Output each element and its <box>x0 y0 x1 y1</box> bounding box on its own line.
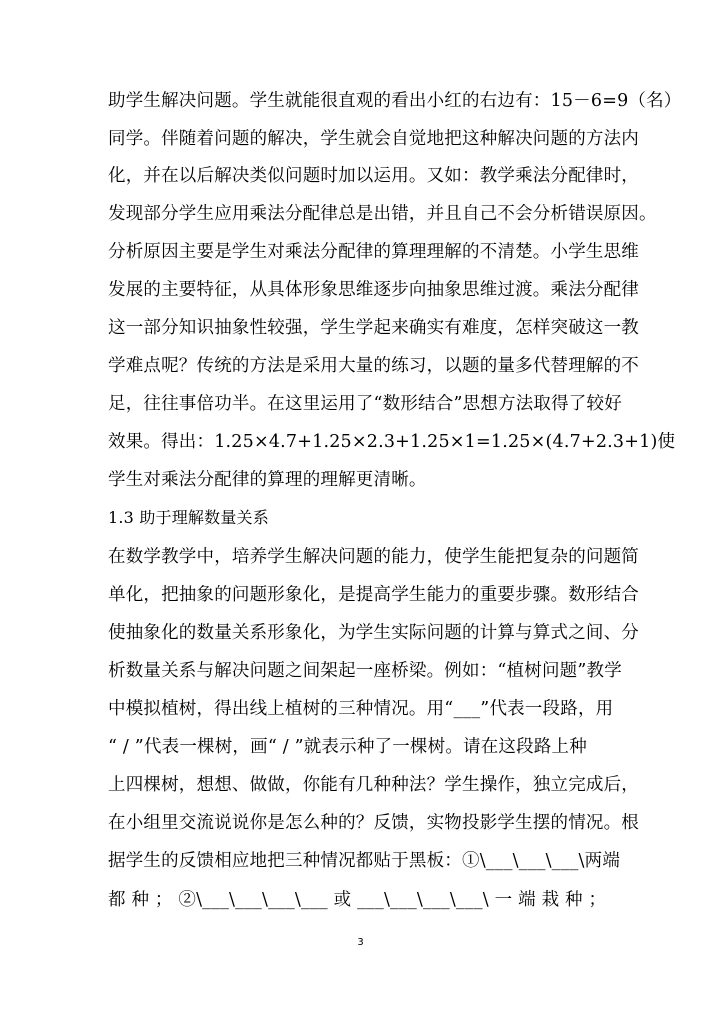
paragraph-line: 足，往往事倍功半。在这里运用了“数形结合”思想方法取得了较好 <box>108 394 622 414</box>
paragraph-line: 发展的主要特征，从具体形象思维逐步向抽象思维过渡。乘法分配律 <box>108 280 639 300</box>
paragraph-line: 助学生解决问题。学生就能很直观的看出小红的右边有：15－6=9（名） <box>108 91 682 111</box>
paragraph-line: 这一部分知识抽象性较强，学生学起来确实有难度，怎样突破这一教 <box>108 318 639 338</box>
paragraph-line: 单化，把抽象的问题形象化，是提高学生能力的重要步骤。数形结合 <box>108 585 639 605</box>
paragraph-line: 在小组里交流说说你是怎么种的？反馈，实物投影学生摆的情况。根 <box>108 813 639 833</box>
paragraph-line: 同学。伴随着问题的解决，学生就会自觉地把这种解决问题的方法内 <box>108 129 639 149</box>
page-number: 3 <box>357 937 364 948</box>
paragraph-line: 都 种 ； ②\___\___\___\___ 或 ___\___\___\___\ 一 端 栽 种 ； <box>108 890 607 910</box>
paragraph-line: 学难点呢？传统的方法是采用大量的练习，以题的量多代替理解的不 <box>108 356 639 376</box>
paragraph-line: 使抽象化的数量关系形象化，为学生实际问题的计算与算式之间、分 <box>108 623 639 643</box>
paragraph-line: 分析原因主要是学生对乘法分配律的算理理解的不清楚。小学生思维 <box>108 242 639 262</box>
paragraph-line: 上四棵树，想想、做做，你能有几种种法？学生操作，独立完成后， <box>108 775 639 795</box>
paragraph-line: 学生对乘法分配律的算理的理解更清晰。 <box>108 470 427 490</box>
paragraph-line: 效果。得出：1.25×4.7+1.25×2.3+1.25×1=1.25×(4.7+2.3+1)使 <box>108 432 676 452</box>
paragraph-line: 在数学教学中，培养学生解决问题的能力，使学生能把复杂的问题简 <box>108 547 639 567</box>
section-heading: 1.3 助于理解数量关系 <box>108 508 269 527</box>
paragraph-line: 据学生的反馈相应地把三种情况都贴于黑板：①\___\___\___\两端 <box>108 851 621 871</box>
paragraph-line: 发现部分学生应用乘法分配律总是出错，并且自己不会分析错误原因。 <box>108 204 657 224</box>
paragraph-line: 中模拟植树，得出线上植树的三种情况。用“___”代表一段路，用 <box>108 699 614 719</box>
paragraph-line: 析数量关系与解决问题之间架起一座桥梁。例如：“植树问题”教学 <box>108 661 622 681</box>
paragraph-line: “ / ”代表一棵树，画“ / ”就表示种了一棵树。请在这段路上种 <box>108 737 587 757</box>
paragraph-line: 化，并在以后解决类似问题时加以运用。又如：教学乘法分配律时， <box>108 166 639 186</box>
